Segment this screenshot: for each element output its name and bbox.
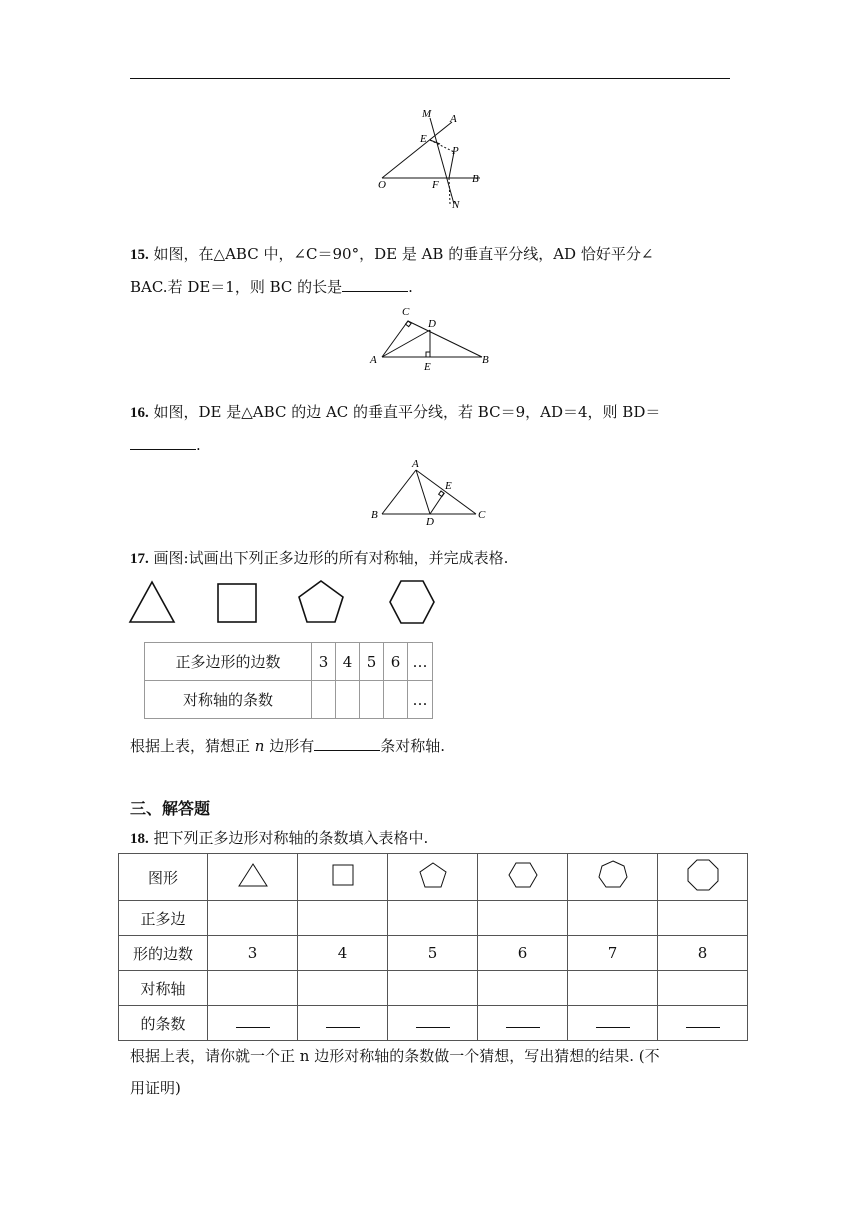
row-label: 对称轴 [119, 971, 208, 1006]
figure-triangle-abc-16 [368, 456, 498, 528]
pentagon-shape [299, 581, 343, 622]
shape-cell [658, 854, 748, 901]
question-17-conclusion [130, 730, 730, 762]
table-row [145, 681, 433, 719]
question-number: 15. [130, 247, 149, 263]
table-row [119, 936, 748, 971]
table-cell: 6 [384, 643, 408, 681]
row-label: 正多边 [119, 901, 208, 936]
table-cell: 5 [360, 643, 384, 681]
heptagon-shape [597, 859, 629, 891]
label-a: A [412, 458, 419, 470]
answer-blank-17[interactable] [314, 736, 380, 751]
label-c: C [402, 306, 410, 318]
question-number: 16. [130, 405, 149, 421]
label-f: F [432, 179, 439, 191]
label-n: N [452, 199, 460, 211]
period: . [196, 436, 201, 454]
square-shape [218, 584, 256, 622]
table-cell: … [408, 643, 433, 681]
table-17 [144, 642, 433, 719]
polygon-row-17 [128, 578, 448, 628]
shape-cell [388, 854, 478, 901]
question-number: 17. [130, 551, 149, 567]
label-e: E [420, 133, 427, 145]
pentagon-shape [418, 861, 448, 889]
row-label: 正多边形的边数 [145, 643, 312, 681]
label-d: D [426, 516, 434, 528]
table-row [145, 643, 433, 681]
answer-cell[interactable] [208, 1006, 298, 1041]
conclusion-text: 条对称轴. [380, 737, 446, 755]
answer-blank-15[interactable] [342, 277, 408, 292]
table-18 [118, 853, 748, 1041]
label-b: B [472, 173, 479, 185]
label-m: M [422, 108, 432, 120]
label-e: E [424, 361, 431, 373]
mark-e [430, 140, 440, 144]
question-15-line2: BAC.若 DE＝1，则 BC 的长是 [130, 278, 343, 296]
table-cell: 4 [336, 643, 360, 681]
figure-angle-mpn [370, 104, 490, 214]
answer-cell[interactable] [360, 681, 384, 719]
question-17-text: 画图:试画出下列正多边形的所有对称轴，并完成表格. [153, 549, 509, 567]
table-cell: 3 [208, 936, 298, 971]
square-shape [330, 862, 356, 888]
figure-triangle-abc-15 [368, 302, 498, 374]
label-o: O [378, 179, 386, 191]
hexagon-shape [507, 861, 539, 889]
shape-cell [298, 854, 388, 901]
question-15 [130, 238, 730, 303]
triangle-shape [130, 582, 174, 622]
label-p: P [452, 145, 459, 157]
table-row [119, 854, 748, 901]
triangle-shape [237, 862, 269, 888]
label-a: A [450, 113, 457, 125]
question-17 [130, 542, 730, 575]
answer-blank-16[interactable] [130, 435, 196, 450]
conclusion-line2: 用证明) [130, 1079, 181, 1097]
line-mn [430, 118, 454, 204]
row-label: 的条数 [119, 1006, 208, 1041]
answer-cell[interactable] [568, 1006, 658, 1041]
header-rule [130, 78, 730, 79]
table-cell: 8 [658, 936, 748, 971]
table-row [119, 971, 748, 1006]
question-15-line1: 如图，在△ABC 中，∠C＝90°，DE 是 AB 的垂直平分线，AD 恰好平分∠ [153, 245, 654, 263]
label-b: B [482, 354, 489, 366]
ray-oa [382, 122, 452, 178]
dash-fn [449, 178, 450, 204]
table-row [119, 901, 748, 936]
label-a: A [370, 354, 377, 366]
table-cell: 7 [568, 936, 658, 971]
answer-cell[interactable] [384, 681, 408, 719]
shape-cell [208, 854, 298, 901]
answer-cell[interactable] [658, 1006, 748, 1041]
table-cell: … [408, 681, 433, 719]
conclusion-text: 根据上表，猜想正 [130, 737, 251, 755]
variable-n: n [254, 737, 265, 755]
answer-cell[interactable] [388, 1006, 478, 1041]
answer-cell[interactable] [336, 681, 360, 719]
table-row [119, 1006, 748, 1041]
table-cell: 5 [388, 936, 478, 971]
question-18-conclusion [130, 1040, 730, 1104]
label-c: C [478, 509, 486, 521]
table-cell: 4 [298, 936, 388, 971]
question-18-text: 把下列正多边形对称轴的条数填入表格中. [153, 829, 429, 847]
answer-cell[interactable] [312, 681, 336, 719]
row-label: 形的边数 [119, 936, 208, 971]
conclusion-text: 边形有 [269, 737, 315, 755]
label-d: D [428, 318, 436, 330]
shape-cell [478, 854, 568, 901]
question-16-line1: 如图，DE 是△ABC 的边 AC 的垂直平分线，若 BC＝9，AD＝4，则 BD＝ [153, 403, 661, 421]
question-16 [130, 396, 730, 461]
period: . [408, 278, 413, 296]
label-b: B [371, 509, 378, 521]
row-label: 图形 [119, 854, 208, 901]
question-number: 18. [130, 831, 149, 847]
section-title: 三、解答题 [130, 799, 211, 818]
shape-cell [568, 854, 658, 901]
answer-cell[interactable] [478, 1006, 568, 1041]
row-label: 对称轴的条数 [145, 681, 312, 719]
label-e: E [445, 480, 452, 492]
answer-cell[interactable] [298, 1006, 388, 1041]
octagon-shape [686, 858, 720, 892]
table-cell: 6 [478, 936, 568, 971]
table-cell: 3 [312, 643, 336, 681]
conclusion-line1: 根据上表，请你就一个正 n 边形对称轴的条数做一个猜想，写出猜想的结果. (不 [130, 1047, 660, 1065]
hexagon-shape [390, 581, 434, 623]
question-18 [130, 822, 730, 855]
